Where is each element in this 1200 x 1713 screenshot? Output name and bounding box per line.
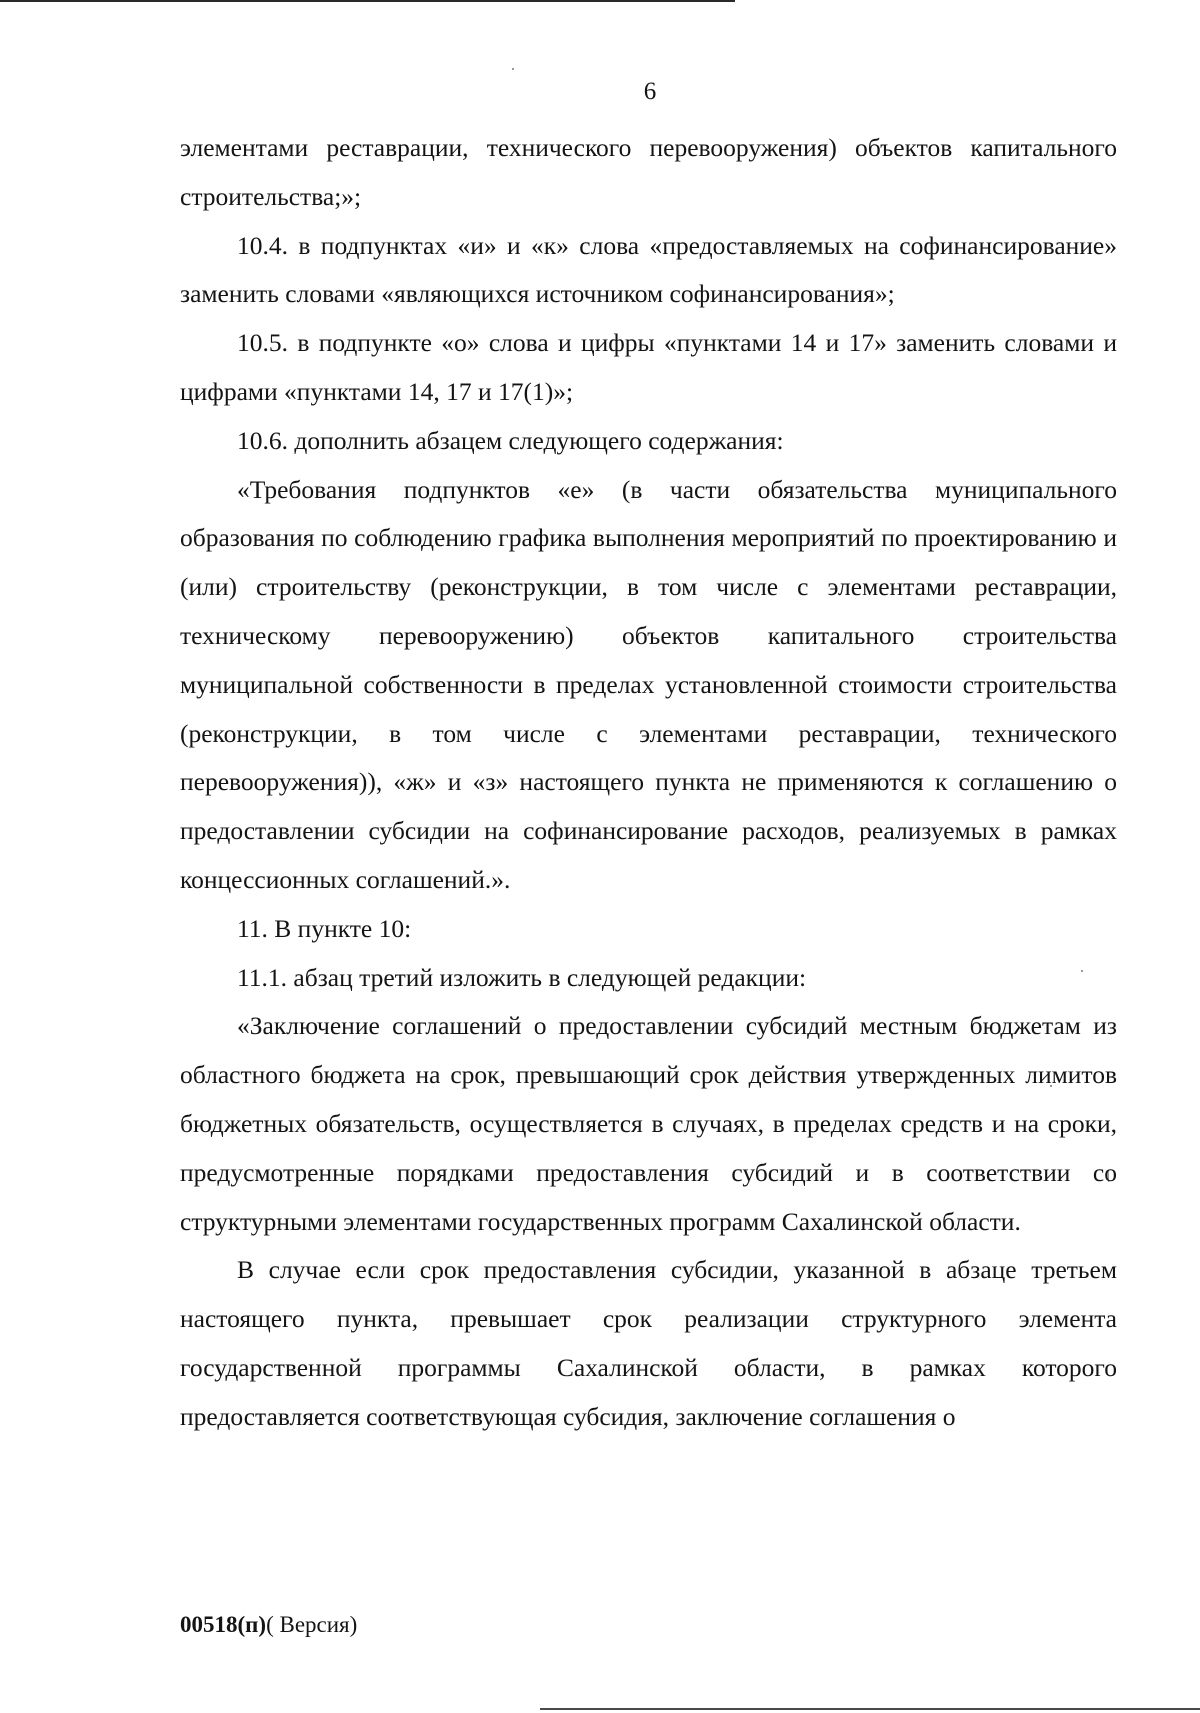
paragraph-subsidy-term: В случае если срок предоставления субсидии, указанной в абзаце третьем настоящего пункта, превышает срок реализации структурного элемента государственной программы Сахалинской области, в рамках которого предоставляется соответствующая субсидия, заключение соглашения о: [180, 1255, 1117, 1431]
paragraph-11-1: 11.1. абзац третий изложить в следующей редакции:: [237, 962, 807, 992]
paragraph-quoted-requirements: «Требования подпунктов «е» (в части обязательства муниципального образования по соблюдению графика выполнения мероприятий по проектированию и (или) строительству (реконструкции, в том числе с элементами реставрации, техническому перевооружению) объектов капитального строительства муниципальной собственности в пределах установленной стоимости строительства (реконструкции, в том числе с элементами реставрации, технического перевооружения)), «ж» и «з» настоящего пункта не применяются к соглашению о предоставлении субсидии на софинансирование расходов, реализуемых в рамках концессионных соглашений.».: [180, 474, 1117, 894]
scan-edge-line-top: [0, 0, 735, 2]
scan-speck: [512, 68, 514, 70]
page-number: 6: [643, 78, 657, 105]
paragraph-10-5: 10.5. в подпункте «о» слова и цифры «пунктами 14 и 17» заменить словами и цифрами «пунктами 14, 17 и 17(1)»;: [180, 328, 1117, 406]
scan-edge-line-bottom: [540, 1708, 1200, 1710]
document-version: ( Версия): [266, 1612, 358, 1637]
paragraph-continuation: элементами реставрации, технического перевооружения) объектов капитального строительства;»;: [180, 133, 1117, 211]
document-code: 00518(п): [180, 1612, 267, 1637]
footer-document-code: [180, 1612, 357, 1638]
paragraph-11: 11. В пункте 10:: [237, 913, 412, 943]
paragraph-quoted-agreements: «Заключение соглашений о предоставлении субсидий местным бюджетам из областного бюджета на срок, превышающий срок действия утвержденных лимитов бюджетных обязательств, осуществляется в случаях, в пределах средств и на сроки, предусмотренные порядками предоставления субсидий и в соответствии со структурными элементами государственных программ Сахалинской области.: [180, 1011, 1117, 1236]
paragraph-10-6: 10.6. дополнить абзацем следующего содержания:: [237, 425, 784, 455]
paragraph-10-4: 10.4. в подпунктах «и» и «к» слова «предоставляемых на софинансирование» заменить словами «являющихся источником софинансирования»;: [180, 230, 1117, 309]
document-body: [180, 124, 1117, 1442]
